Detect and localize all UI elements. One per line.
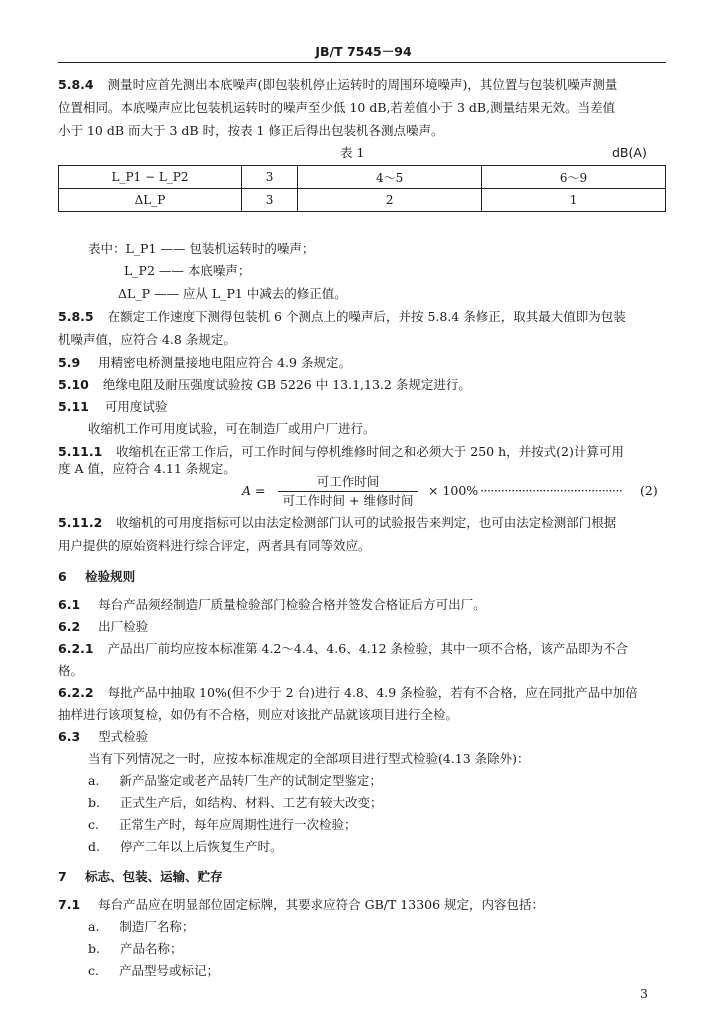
clause-text-line-1: 测量时应首先测出本底噪声(即包装机停止运转时的周围环境噪声)，其位置与包装机噪声测量	[107, 77, 618, 92]
table-row	[59, 166, 666, 189]
clause-text-line-1: 每批产品中抽取 10%(但不少于 2 台)进行 4.8、4.9 条检验，若有不合格，应在同批产品中加倍	[107, 685, 638, 700]
clause-text-line-1: 收缩机在正常工作后，可工作时间与停机维修时间之和必须大于 250 h，并按式(2)计算可用	[116, 444, 624, 459]
clause-5-11-1	[58, 443, 624, 461]
list-item	[88, 772, 382, 790]
list-text: 正式生产后，如结构、材料、工艺有较大改变；	[119, 795, 383, 810]
list-label: b.	[88, 795, 100, 810]
clause-5-9	[58, 354, 351, 372]
list-text: 正常生产时，每年应周期性进行一次检验；	[118, 817, 357, 832]
clause-number: 5.8.4	[58, 77, 94, 92]
list-item	[88, 940, 182, 958]
clause-body: 收缩机工作可用度试验，可在制造厂或用户厂进行。	[88, 421, 376, 436]
clause-text: 每台产品须经制造厂质量检验部门检验合格并签发合格证后方可出厂。	[98, 597, 486, 612]
clause-5-10	[58, 376, 471, 394]
list-label: a.	[88, 919, 100, 934]
list-text: 新产品鉴定或老产品转厂生产的试制定型鉴定；	[119, 773, 382, 788]
clause-heading: 可用度试验	[104, 399, 168, 414]
clause-heading: 型式检验	[98, 729, 149, 744]
section-number: 7	[58, 869, 67, 884]
list-text: 产品型号或标记；	[118, 963, 219, 978]
clause-intro: 当有下列情况之一时，应按本标准规定的全部项目进行型式检验(4.13 条除外)：	[88, 751, 530, 766]
list-item	[88, 816, 356, 834]
clause-7-1	[58, 896, 544, 914]
table-cell: 6～9	[482, 166, 666, 189]
clause-text-line-2: 位置相同。本底噪声应比包装机运转时的噪声至少低 10 dB,若差值小于 3 dB,测量结果无效。当差值	[58, 100, 616, 115]
header-rule	[58, 62, 666, 63]
table-cell: 1	[482, 189, 666, 212]
clause-number: 5.11.1	[58, 444, 103, 459]
clause-6-2	[58, 618, 148, 636]
clause-number: 5.10	[58, 377, 89, 392]
table-note-3: ΔL_P —— 应从 L_P1 中减去的修正值。	[118, 286, 347, 301]
clause-5-11-1-line-2: 度 A 值，应符合 4.11 条规定。	[58, 461, 236, 476]
table-row	[59, 189, 666, 212]
clause-number: 6.1	[58, 597, 81, 612]
section-7-heading	[58, 868, 223, 886]
table-unit: dB(A)	[612, 145, 647, 160]
table-cell: 3	[242, 189, 298, 212]
clause-text-line-2: 格。	[58, 663, 84, 678]
clause-text-line-2: 用户提供的原始资料进行综合评定，两者具有同等效应。	[58, 538, 371, 553]
clause-5-8-4	[58, 76, 617, 94]
clause-5-11-2	[58, 514, 616, 532]
formula-numerator: 可工作时间	[316, 474, 380, 489]
list-text: 制造厂名称；	[119, 919, 195, 934]
standard-number-header: JB/T 7545－94	[315, 44, 412, 59]
list-text: 停产二年以上后恢复生产时。	[119, 839, 283, 854]
clause-number: 5.8.5	[58, 309, 94, 324]
formula-tag: (2)	[640, 483, 658, 498]
list-label: a.	[88, 773, 100, 788]
clause-text-line-1: 在额定工作速度下测得包装机 6 个测点上的噪声后，并按 5.8.4 条修正，取其最大值即为包装	[107, 309, 626, 324]
clause-text-line-1: 收缩机的可用度指标可以由法定检测部门认可的试验报告来判定，也可由法定检测部门根据	[116, 515, 617, 530]
clause-5-8-5	[58, 308, 626, 326]
clause-number: 5.11.2	[58, 515, 103, 530]
clause-number: 6.2.1	[58, 641, 94, 656]
section-number: 6	[58, 569, 67, 584]
clause-number: 5.11	[58, 399, 89, 414]
clause-number: 5.9	[58, 355, 81, 370]
clause-5-11	[58, 398, 167, 416]
clause-6-2-2	[58, 684, 638, 702]
list-item	[88, 918, 194, 936]
table-cell: 4～5	[298, 166, 482, 189]
clause-text: 每台产品应在明显部位固定标牌，其要求应符合 GB/T 13306 规定，内容包括：	[98, 897, 545, 912]
list-label: b.	[88, 941, 100, 956]
clause-6-3	[58, 728, 148, 746]
clause-number: 6.2.2	[58, 685, 94, 700]
list-label: c.	[88, 817, 99, 832]
table-cell: 2	[298, 189, 482, 212]
clause-number: 6.2	[58, 619, 81, 634]
table-cell: 3	[242, 166, 298, 189]
table-note-2: L_P2 —— 本底噪声；	[124, 263, 251, 278]
formula-lhs	[242, 482, 265, 500]
table-row-header: L_P1 − L_P2	[59, 166, 242, 189]
clause-heading: 出厂检验	[98, 619, 149, 634]
page-number: 3	[640, 986, 648, 1001]
list-label: c.	[88, 963, 99, 978]
formula-factor: × 100%	[428, 483, 479, 498]
formula-lhs-text: A =	[242, 483, 266, 498]
clause-text-line-1: 产品出厂前均应按本标准第 4.2～4.4、4.6、4.12 条检验，其中一项不合格，该产品即为不合	[107, 641, 628, 656]
clause-6-1	[58, 596, 486, 614]
availability-formula	[242, 474, 666, 508]
clause-text-line-2: 机噪声值，应符合 4.8 条规定。	[58, 332, 236, 347]
noise-correction-table	[58, 165, 666, 212]
formula-denominator: 可工作时间 + 维修时间	[282, 493, 414, 508]
clause-text-line-2: 抽样进行该项复检，如仍有不合格，则应对该批产品就该项目进行全检。	[58, 707, 459, 722]
formula-leader-dots: ·········································	[480, 483, 623, 498]
list-label: d.	[88, 839, 100, 854]
clause-text-line-3: 小于 10 dB 而大于 3 dB 时，按表 1 修正后得出包装机各测点噪声。	[58, 123, 444, 138]
list-item	[88, 838, 282, 856]
list-text: 产品名称；	[119, 941, 183, 956]
section-6-heading	[58, 568, 135, 586]
clause-text: 用精密电桥测量接地电阻应符合 4.9 条规定。	[98, 355, 351, 370]
table-row-header: ΔL_P	[59, 189, 242, 212]
clause-number: 7.1	[58, 897, 81, 912]
fraction-bar	[278, 491, 418, 492]
clause-number: 6.3	[58, 729, 81, 744]
list-item	[88, 962, 219, 980]
section-title: 标志、包装、运输、贮存	[85, 869, 223, 884]
table-note-1: 表中：L_P1 —— 包装机运转时的噪声；	[88, 241, 315, 256]
list-item	[88, 794, 382, 812]
clause-6-2-1	[58, 640, 628, 658]
table-title: 表 1	[340, 145, 365, 160]
section-title: 检验规则	[85, 569, 136, 584]
formula-fraction	[278, 474, 418, 509]
clause-text: 绝缘电阻及耐压强度试验按 GB 5226 中 13.1,13.2 条规定进行。	[102, 377, 471, 392]
